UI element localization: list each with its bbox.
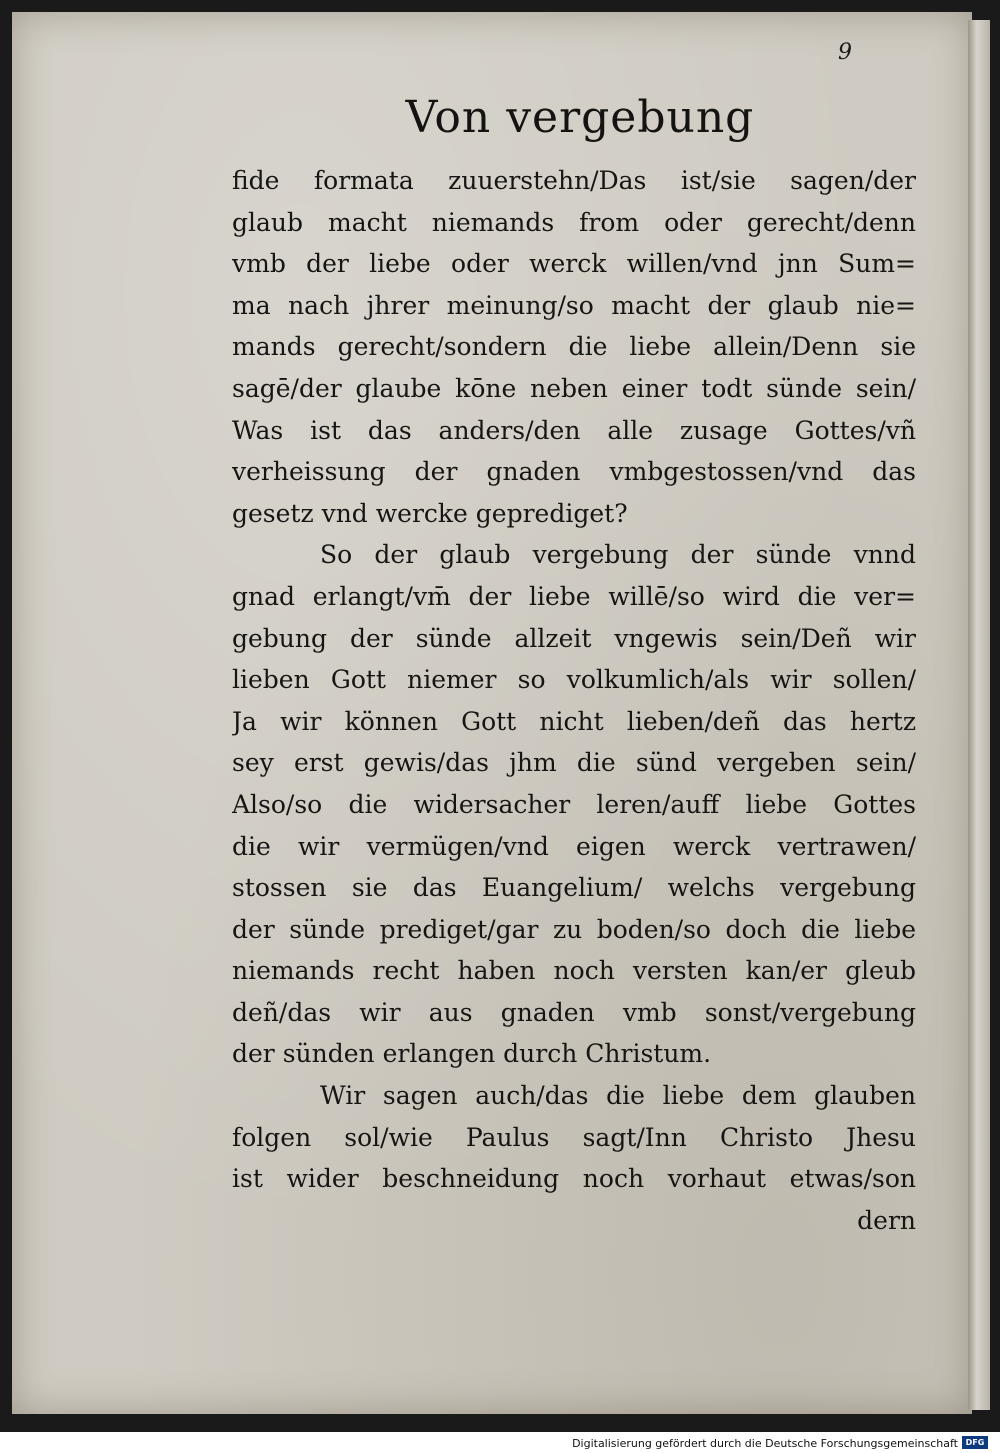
- text-line: Also/so die widersacher leren/auff liebe Gottes: [232, 789, 916, 819]
- text-line: sagē/der glaube kōne neben einer todt sünde sein/: [232, 373, 916, 403]
- text-line: ist wider beschneidung noch vorhaut etwas/son: [232, 1164, 916, 1194]
- text-line: niemands recht haben noch versten kan/er gleub: [232, 956, 916, 986]
- funding-credit: Digitalisierung gefördert durch die Deutsche Forschungsgemeinschaft: [572, 1437, 958, 1450]
- text-line: gebung der sünde allzeit vngewis sein/Deñ wir: [232, 623, 916, 653]
- dfg-logo: DFG: [962, 1436, 988, 1449]
- text-line: verheissung der gnaden vmbgestossen/vnd das: [232, 457, 916, 487]
- catchword: dern: [857, 1205, 916, 1235]
- running-head: Von vergebung: [405, 92, 755, 143]
- text-block: [232, 160, 916, 1241]
- text-line: der sünden erlangen durch Christum.: [232, 1039, 712, 1069]
- text-line: vmb der liebe oder werck willen/vnd jnn Sum=: [232, 249, 916, 279]
- text-line: Wir sagen auch/das die liebe dem glauben: [320, 1081, 916, 1111]
- text-line: gnad erlangt/vm̄ der liebe willē/so wird die ver=: [232, 581, 916, 611]
- text-line: der sünde prediget/gar zu boden/so doch die liebe: [232, 914, 916, 944]
- text-line: ma nach jhrer meinung/so macht der glaub nie=: [232, 290, 916, 320]
- text-line: glaub macht niemands from oder gerecht/denn: [232, 207, 916, 237]
- text-line: fide formata zuuerstehn/Das ist/sie sagen/der: [232, 166, 916, 195]
- text-line: So der glaub vergebung der sünde vnnd: [320, 540, 916, 570]
- text-line: deñ/das wir aus gnaden vmb sonst/vergebung: [232, 997, 916, 1027]
- page-edge: [968, 20, 990, 1410]
- text-line: lieben Gott niemer so volkumlich/als wir sollen/: [232, 665, 916, 695]
- text-line: folgen sol/wie Paulus sagt/Inn Christo Jhesu: [232, 1122, 916, 1152]
- text-line: die wir vermügen/vnd eigen werck vertrawen/: [232, 831, 916, 861]
- text-line: stossen sie das Euangelium/ welchs vergebung: [232, 873, 916, 903]
- text-line: Was ist das anders/den alle zusage Gottes/vñ: [232, 415, 916, 445]
- text-line: Ja wir können Gott nicht lieben/deñ das hertz: [232, 706, 916, 736]
- folio-number: 9: [838, 40, 852, 65]
- text-line: sey erst gewis/das jhm die sünd vergeben sein/: [232, 748, 916, 778]
- text-line: mands gerecht/sondern die liebe allein/Denn sie: [232, 332, 916, 362]
- text-line: gesetz vnd wercke geprediget?: [232, 498, 628, 528]
